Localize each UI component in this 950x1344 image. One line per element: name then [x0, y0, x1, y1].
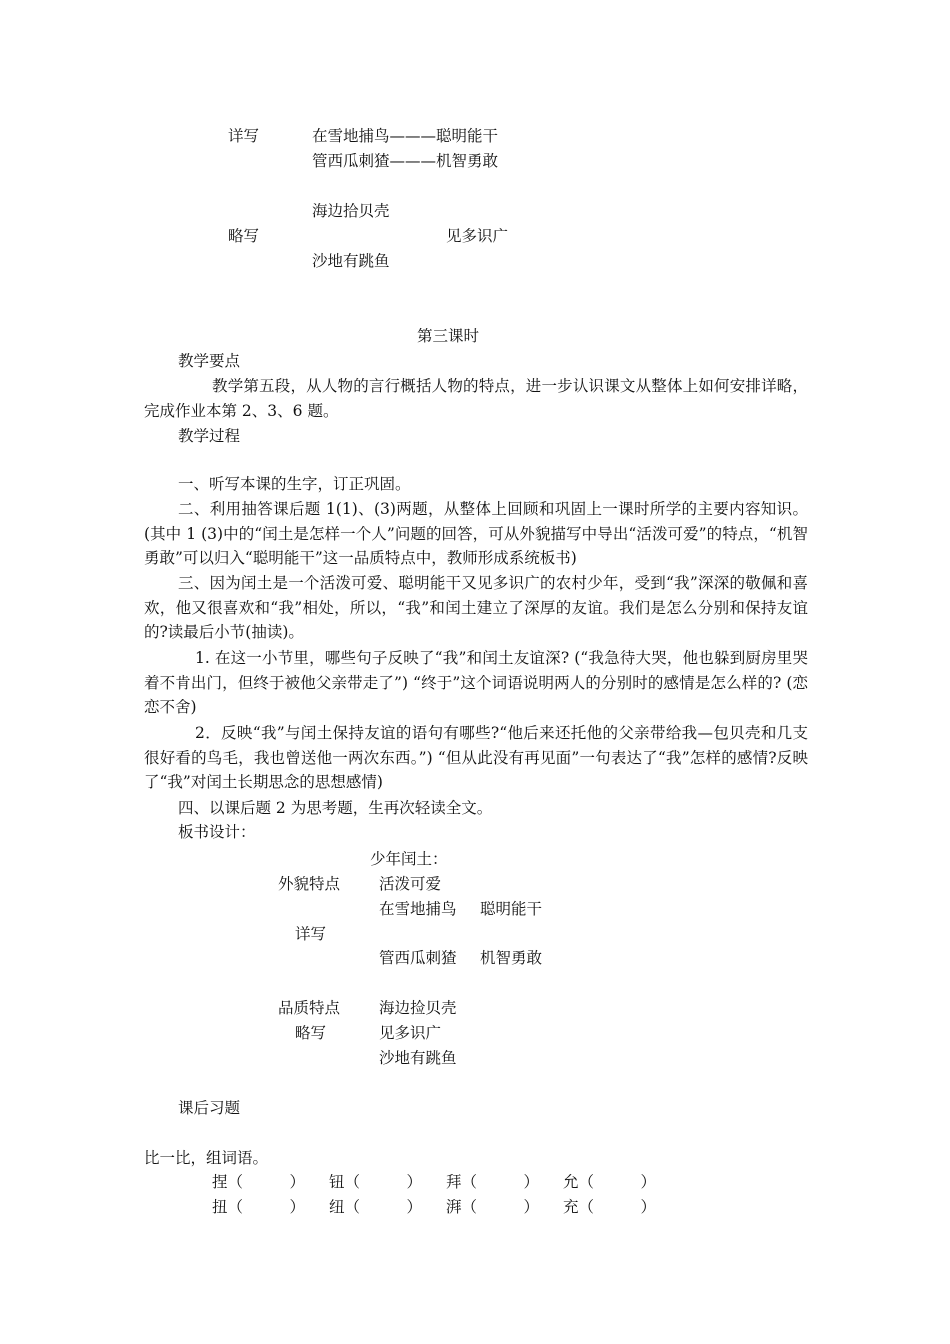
board-brief-item: 海边捡贝壳	[379, 999, 457, 1017]
step-1: 一、听写本课的生字，订正巩固。	[178, 475, 411, 493]
detail-item: 在雪地捕鸟———聪明能干	[312, 127, 499, 145]
exercise-blank[interactable]: 拜（ ）	[446, 1173, 540, 1191]
board-detail-item: 在雪地捕鸟	[379, 900, 457, 918]
step-3-sub-2: 2．反映“我”与闰土保持友谊的语句有哪些?“他后来还托他的父亲带给我—包贝壳和几支很好看的鸟毛，我也曾送他一两次东西。”) “但从此没有再见面”一句表达了“我”怎样的感情?反映了“我”对闰土长期思念的思想感情)	[144, 724, 808, 792]
brief-item: 海边拾贝壳	[312, 202, 390, 220]
board-brief-label: 略写	[295, 1024, 327, 1042]
brief-trait: 见多识广	[446, 227, 509, 245]
key-points-heading: 教学要点	[178, 352, 241, 370]
board-detail-trait: 聪明能干	[480, 900, 543, 918]
quality-label: 品质特点	[278, 999, 341, 1017]
exercise-blank[interactable]: 充（ ）	[563, 1198, 657, 1216]
board-detail-label: 详写	[295, 925, 327, 943]
exercise-instruction: 比一比，组词语。	[144, 1149, 269, 1167]
homework-heading: 课后习题	[178, 1099, 241, 1117]
exercise-blank[interactable]: 允（ ）	[563, 1173, 657, 1191]
detail-label: 详写	[228, 127, 260, 145]
step-3-sub-1: 1. 在这一小节里，哪些句子反映了“我”和闰土友谊深? (“我急待大哭，他也躲到厨房里哭着不肯出门，但终于被他父亲带走了”) “终于”这个词语说明两人的分别时的感情是怎么样的? (恋恋不舍)	[144, 649, 808, 717]
board-detail-trait: 机智勇敢	[480, 949, 543, 967]
board-title: 少年闰土：	[370, 850, 448, 868]
exercise-blank[interactable]: 纽（ ）	[329, 1198, 423, 1216]
board-heading: 板书设计：	[178, 823, 256, 841]
step-4: 四、以课后题 2 为思考题，生再次轻读全文。	[178, 799, 493, 817]
board-brief-item: 见多识广	[379, 1024, 442, 1042]
brief-label: 略写	[228, 227, 260, 245]
board-brief-item: 沙地有跳鱼	[379, 1049, 457, 1067]
appearance-label: 外貌特点	[278, 875, 341, 893]
exercise-blank[interactable]: 扭（ ）	[212, 1198, 306, 1216]
board-detail-item: 管西瓜刺猹	[379, 949, 457, 967]
step-2: 二、利用抽答课后题 1(1)、(3)两题，从整体上回顾和巩固上一课时所学的主要内容知识。(其中 1 (3)中的“闰土是怎样一个人”问题的回答，可从外貌描写中导出“活泼可爱”的特点，“机智勇敢”可以归入“聪明能干”这一品质特点中，教师形成系统板书)	[144, 500, 808, 568]
process-heading: 教学过程	[178, 427, 241, 445]
appearance-value: 活泼可爱	[379, 875, 442, 893]
lesson-title: 第三课时	[417, 327, 480, 345]
key-points-text: 教学第五段，从人物的言行概括人物的特点，进一步认识课文从整体上如何安排详略，完成作业本第 2、3、6 题。	[144, 377, 808, 420]
exercise-blank[interactable]: 捏（ ）	[212, 1173, 306, 1191]
detail-item: 管西瓜刺猹———机智勇敢	[312, 152, 499, 170]
exercise-blank[interactable]: 钮（ ）	[329, 1173, 423, 1191]
exercise-blank[interactable]: 湃（ ）	[446, 1198, 540, 1216]
step-3: 三、因为闰土是一个活泼可爱、聪明能干又见多识广的农村少年，受到“我”深深的敬佩和喜欢，他又很喜欢和“我”相处，所以，“我”和闰土建立了深厚的友谊。我们是怎么分别和保持友谊的?读最后小节(抽读)。	[144, 574, 808, 642]
brief-item: 沙地有跳鱼	[312, 252, 390, 270]
